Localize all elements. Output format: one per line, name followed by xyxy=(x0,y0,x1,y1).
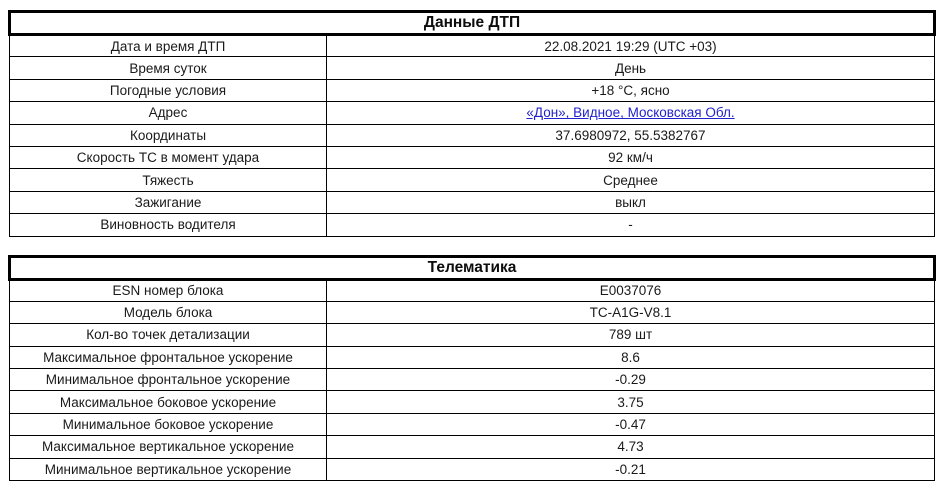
row-label-unit-model: Модель блока xyxy=(10,301,327,323)
telematics-table-header-row xyxy=(10,256,935,279)
row-label-min-lateral-accel: Минимальное боковое ускорение xyxy=(10,413,327,435)
table-row xyxy=(10,102,935,124)
row-label-max-lateral-accel: Максимальное боковое ускорение xyxy=(10,391,327,413)
row-value-min-vertical-accel: -0.21 xyxy=(327,458,935,480)
row-value-max-frontal-accel: 8.6 xyxy=(327,346,935,368)
row-value-driver-fault: - xyxy=(327,214,935,236)
row-value-ignition: выкл xyxy=(327,191,935,213)
row-label-severity: Тяжесть xyxy=(10,169,327,191)
row-label-max-vertical-accel: Максимальное вертикальное ускорение xyxy=(10,436,327,458)
table-row xyxy=(10,124,935,146)
telematics-table xyxy=(8,255,936,482)
accident-table-title: Данные ДТП xyxy=(10,12,935,35)
row-label-accident-datetime: Дата и время ДТП xyxy=(10,35,327,57)
row-value-accident-datetime: 22.08.2021 19:29 (UTC +03) xyxy=(327,35,935,57)
address-link[interactable]: «Дон», Видное, Московская Обл. xyxy=(526,105,735,121)
row-value-coordinates: 37.6980972, 55.5382767 xyxy=(327,124,935,146)
table-row xyxy=(10,458,935,480)
row-value-max-lateral-accel: 3.75 xyxy=(327,391,935,413)
table-row xyxy=(10,169,935,191)
row-label-min-frontal-accel: Минимальное фронтальное ускорение xyxy=(10,369,327,391)
table-row xyxy=(10,301,935,323)
row-value-severity: Среднее xyxy=(327,169,935,191)
row-value-detail-points: 789 шт xyxy=(327,324,935,346)
table-row xyxy=(10,214,935,236)
telematics-table-title: Телематика xyxy=(10,256,935,279)
row-label-weather: Погодные условия xyxy=(10,79,327,101)
table-row xyxy=(10,391,935,413)
row-value-address xyxy=(327,102,935,124)
table-row xyxy=(10,346,935,368)
row-label-driver-fault: Виновность водителя xyxy=(10,214,327,236)
table-row xyxy=(10,79,935,101)
row-value-min-lateral-accel: -0.47 xyxy=(327,413,935,435)
accident-table xyxy=(8,10,936,237)
row-label-ignition: Зажигание xyxy=(10,191,327,213)
row-label-min-vertical-accel: Минимальное вертикальное ускорение xyxy=(10,458,327,480)
row-label-time-of-day: Время суток xyxy=(10,57,327,79)
table-row xyxy=(10,57,935,79)
row-value-esn-number: E0037076 xyxy=(327,279,935,301)
table-row xyxy=(10,369,935,391)
table-row xyxy=(10,324,935,346)
table-row xyxy=(10,413,935,435)
row-value-min-frontal-accel: -0.29 xyxy=(327,369,935,391)
row-label-impact-speed: Скорость ТС в момент удара xyxy=(10,146,327,168)
table-row xyxy=(10,279,935,301)
row-label-address: Адрес xyxy=(10,102,327,124)
table-row xyxy=(10,436,935,458)
row-value-max-vertical-accel: 4.73 xyxy=(327,436,935,458)
row-label-esn-number: ESN номер блока xyxy=(10,279,327,301)
row-label-detail-points: Кол-во точек детализации xyxy=(10,324,327,346)
row-value-unit-model: TC-A1G-V8.1 xyxy=(327,301,935,323)
table-row xyxy=(10,191,935,213)
row-label-max-frontal-accel: Максимальное фронтальное ускорение xyxy=(10,346,327,368)
table-row xyxy=(10,35,935,57)
accident-table-header-row xyxy=(10,12,935,35)
row-value-impact-speed: 92 км/ч xyxy=(327,146,935,168)
row-label-coordinates: Координаты xyxy=(10,124,327,146)
row-value-weather: +18 °C, ясно xyxy=(327,79,935,101)
row-value-time-of-day: День xyxy=(327,57,935,79)
table-row xyxy=(10,146,935,168)
